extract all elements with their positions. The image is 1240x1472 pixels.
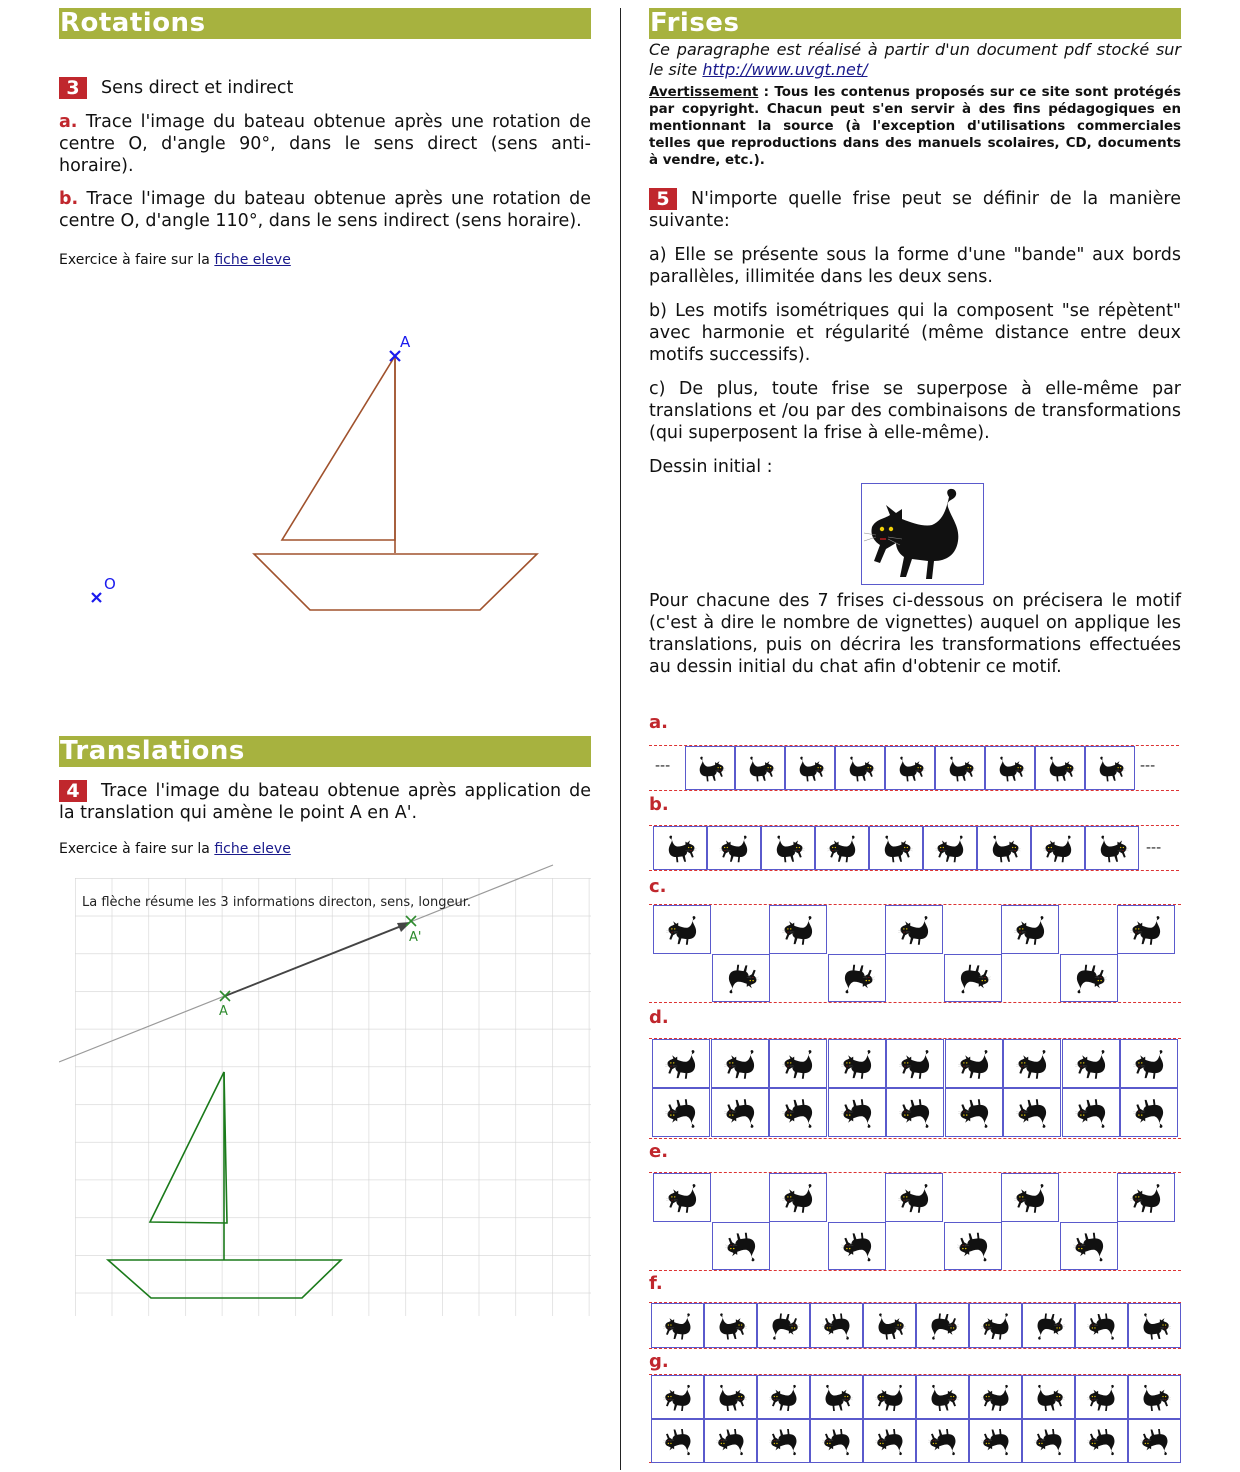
cat-tile <box>707 826 761 870</box>
cat-tile <box>863 1375 916 1419</box>
cat-tile <box>735 746 785 790</box>
cat-icon <box>1129 1376 1181 1419</box>
frieze-d-label: d. <box>649 1007 669 1028</box>
frieze-e-label: e. <box>649 1141 669 1162</box>
cat-icon <box>816 827 869 870</box>
frieze-f-label: f. <box>649 1273 663 1294</box>
cat-icon <box>1023 1376 1075 1419</box>
cat-tile <box>653 905 711 954</box>
cat-icon <box>713 1223 770 1270</box>
cat-icon <box>712 1040 769 1088</box>
intro-paragraph: Ce paragraphe est réalisé à partir d'un document pdf stocké sur le site http://www.uvgt.net/ <box>649 40 1181 79</box>
cat-tile <box>886 1088 944 1137</box>
cat-icon <box>970 1420 1022 1463</box>
friezes-area <box>649 712 1189 1472</box>
cat-icon <box>986 747 1035 790</box>
initial-drawing-label: Dessin initial : <box>649 457 773 477</box>
cat-tile <box>828 1039 886 1088</box>
cat-icon <box>887 1089 944 1137</box>
cat-icon <box>862 484 983 584</box>
point-A-label: A <box>400 333 411 351</box>
cat-tile <box>1001 1173 1059 1222</box>
cat-icon <box>917 1376 969 1419</box>
cat-icon <box>886 906 943 954</box>
cat-icon <box>924 827 977 870</box>
frieze-a-bottom-edge <box>649 790 1179 791</box>
cat-tile <box>1120 1039 1178 1088</box>
translations-section <box>59 736 591 858</box>
cat-tile <box>757 1303 810 1348</box>
cat-tile <box>653 826 707 870</box>
cat-tile <box>810 1375 863 1419</box>
frieze-a-ellipsis-left: --- <box>655 758 671 774</box>
cat-tile <box>769 1088 827 1137</box>
cat-tile <box>1022 1303 1075 1348</box>
frieze-a-ellipsis-right: --- <box>1140 758 1156 774</box>
cat-tile <box>769 1173 827 1222</box>
cat-tile <box>685 746 735 790</box>
cat-tile <box>828 1222 886 1270</box>
rotations-heading: Rotations <box>59 8 591 39</box>
cat-icon <box>1076 1420 1128 1463</box>
sailboat <box>254 356 537 610</box>
fiche-eleve-link-rotation[interactable]: fiche eleve <box>214 252 291 268</box>
cat-tile <box>863 1303 916 1348</box>
cat-icon <box>970 1304 1022 1348</box>
cat-icon <box>1023 1420 1075 1463</box>
cat-icon <box>770 906 827 954</box>
cat-icon <box>770 1040 827 1088</box>
cat-icon <box>770 1174 827 1222</box>
cat-tile <box>1075 1419 1128 1463</box>
frieze-e-bottom-edge <box>649 1270 1181 1271</box>
cat-tile <box>977 826 1031 870</box>
cat-icon <box>1129 1304 1181 1348</box>
frieze-point-a: a) Elle se présente sous la forme d'une "bande" aux bords parallèles, illimitée dans les deux sens. <box>649 245 1181 287</box>
cat-tile <box>704 1375 757 1419</box>
frieze-g-label: g. <box>649 1351 669 1372</box>
cat-icon <box>708 827 761 870</box>
frieze-c-bottom-edge <box>649 1002 1181 1003</box>
cat-icon <box>705 1376 757 1419</box>
cat-icon <box>811 1304 863 1348</box>
cat-tile <box>916 1303 969 1348</box>
frieze-d-bottom-edge <box>649 1138 1181 1139</box>
cat-icon <box>1076 1304 1128 1348</box>
cat-tile <box>944 1222 1002 1270</box>
cat-tile <box>652 1088 710 1137</box>
cat-tile <box>1062 1088 1120 1137</box>
frieze-c-label: c. <box>649 876 667 897</box>
cat-tile <box>757 1375 810 1419</box>
cat-icon <box>1118 1174 1175 1222</box>
cat-tile <box>945 1039 1003 1088</box>
frieze-b-label: b. <box>649 794 669 815</box>
copyright-warning: Avertissement : Tous les contenus proposés sur ce site sont protégés par copyright. Chacun peut s'en servir à des fins pédagogiques en mentionnant la source (à l'exception d'utilisations commerciales telles que reproductions dans des manuels scolaires, CD, documents à vendre, etc.). <box>649 85 1181 168</box>
frieze-b-bottom-edge <box>649 870 1179 871</box>
cat-icon <box>1121 1040 1178 1088</box>
cat-tile <box>916 1375 969 1419</box>
cat-icon <box>1076 1376 1128 1419</box>
cat-icon <box>1004 1040 1061 1088</box>
cat-icon <box>829 955 886 1002</box>
cat-tile <box>652 1039 710 1088</box>
cat-tile <box>761 826 815 870</box>
cat-icon <box>864 1420 916 1463</box>
cat-icon <box>970 1376 1022 1419</box>
point-A2-label: A' <box>409 930 422 945</box>
cat-icon <box>654 827 707 870</box>
cat-tile <box>1117 905 1175 954</box>
cat-icon <box>1036 747 1085 790</box>
cat-icon <box>1063 1089 1120 1137</box>
cat-icon <box>762 827 815 870</box>
cat-icon <box>1002 906 1059 954</box>
figure-caption: La flèche résume les 3 informations directon, sens, longeur. <box>82 895 472 910</box>
cat-tile <box>704 1303 757 1348</box>
cat-icon <box>978 827 1031 870</box>
cat-tile <box>828 954 886 1002</box>
cat-icon <box>811 1420 863 1463</box>
cat-icon <box>652 1304 704 1348</box>
cat-tile <box>869 826 923 870</box>
cat-icon <box>1063 1040 1120 1088</box>
exercise-4: 4 Trace l'image du bateau obtenue après application de la translation qui amène le point A en A'. <box>59 780 591 823</box>
frieze-point-b: b) Les motifs isométriques qui la composent "se répètent" avec harmonie et régularité (même distance entre deux motifs successifs). <box>649 301 1181 365</box>
translation-figure <box>59 862 594 1317</box>
cat-tile <box>1035 746 1085 790</box>
cat-icon <box>811 1376 863 1419</box>
cat-tile <box>969 1375 1022 1419</box>
cat-icon <box>652 1420 704 1463</box>
cat-icon <box>686 747 735 790</box>
cat-tile <box>651 1419 704 1463</box>
cat-tile <box>1128 1419 1181 1463</box>
frieze-point-c: c) De plus, toute frise se superpose à elle-même par translations et /ou par des combinaisons de transformations (qui superposent la frise à elle-même). <box>649 379 1181 443</box>
cat-icon <box>946 1089 1003 1137</box>
cat-tile <box>1062 1039 1120 1088</box>
cat-tile <box>1085 746 1135 790</box>
initial-cat-drawing <box>861 483 984 585</box>
cat-icon <box>758 1420 810 1463</box>
cat-icon <box>1118 906 1175 954</box>
cat-icon <box>886 747 935 790</box>
rotation-figure <box>59 325 599 625</box>
cat-tile <box>712 1222 770 1270</box>
cat-icon <box>786 747 835 790</box>
cat-icon <box>886 1174 943 1222</box>
cat-tile <box>1075 1375 1128 1419</box>
rotation-note: Exercice à faire sur la fiche eleve <box>59 252 291 268</box>
left-column <box>59 8 591 269</box>
cat-icon <box>705 1304 757 1348</box>
cat-icon <box>713 955 770 1002</box>
cat-tile <box>945 1088 1003 1137</box>
cat-tile <box>923 826 977 870</box>
right-column <box>649 8 1181 478</box>
translation-note: Exercice à faire sur la fiche eleve <box>59 841 291 857</box>
cat-tile <box>828 1088 886 1137</box>
cat-tile <box>985 746 1035 790</box>
point-O-label: O <box>104 575 116 593</box>
cat-tile <box>711 1039 769 1088</box>
cat-icon <box>864 1304 916 1348</box>
cat-icon <box>936 747 985 790</box>
cat-tile <box>863 1419 916 1463</box>
cat-icon <box>1002 1174 1059 1222</box>
cat-tile <box>1001 905 1059 954</box>
cat-icon <box>887 1040 944 1088</box>
cat-icon <box>758 1376 810 1419</box>
cat-tile <box>769 905 827 954</box>
cat-tile <box>1060 954 1118 1002</box>
cat-tile <box>1085 826 1139 870</box>
cat-icon <box>864 1376 916 1419</box>
grid-background <box>75 878 591 1316</box>
cat-icon <box>1121 1089 1178 1137</box>
cat-tile <box>1128 1303 1181 1348</box>
exercise-number-3: 3 <box>59 77 87 99</box>
cat-tile <box>810 1303 863 1348</box>
cat-tile <box>757 1419 810 1463</box>
cat-icon <box>1129 1420 1181 1463</box>
exercise-3-title: 3 Sens direct et indirect <box>59 77 591 99</box>
cat-icon <box>1004 1089 1061 1137</box>
cat-tile <box>651 1375 704 1419</box>
cat-icon <box>770 1089 827 1137</box>
exercise-5-intro: 5 N'importe quelle frise peut se définir de la manière suivante: <box>649 188 1181 231</box>
frieze-f-bottom-edge <box>649 1348 1181 1349</box>
cat-tile <box>885 905 943 954</box>
cat-tile <box>935 746 985 790</box>
cat-icon <box>712 1089 769 1137</box>
frieze-b-ellipsis-right: --- <box>1146 840 1162 856</box>
cat-tile <box>885 1173 943 1222</box>
cat-icon <box>836 747 885 790</box>
exercise-3b: b. Trace l'image du bateau obtenue après une rotation de centre O, d'angle 110°, dans le sens indirect (sens horaire). <box>59 189 591 231</box>
cat-icon <box>870 827 923 870</box>
uvgt-link[interactable]: http://www.uvgt.net/ <box>702 60 868 79</box>
cat-icon <box>1061 1223 1118 1270</box>
cat-tile <box>810 1419 863 1463</box>
cat-tile <box>1060 1222 1118 1270</box>
cat-icon <box>758 1304 810 1348</box>
cat-tile <box>1117 1173 1175 1222</box>
cat-tile <box>916 1419 969 1463</box>
cat-tile <box>1003 1088 1061 1137</box>
cat-icon <box>652 1376 704 1419</box>
cat-tile <box>944 954 1002 1002</box>
cat-tile <box>969 1419 1022 1463</box>
cat-icon <box>1086 747 1135 790</box>
cat-icon <box>654 906 711 954</box>
cat-tile <box>712 954 770 1002</box>
cat-tile <box>785 746 835 790</box>
column-divider <box>620 8 621 1470</box>
cat-icon <box>917 1420 969 1463</box>
exercise-number-5: 5 <box>649 188 677 210</box>
cat-icon <box>829 1040 886 1088</box>
cat-tile <box>704 1419 757 1463</box>
cat-tile <box>1022 1419 1075 1463</box>
frieze-question: Pour chacune des 7 frises ci-dessous on précisera le motif (c'est à dire le nombre de vignettes) auquel on applique les translations, puis on décrira les transformations effectuées au dessin initial du chat afin d'obtenir ce motif. <box>649 591 1181 677</box>
cat-tile <box>1120 1088 1178 1137</box>
cat-icon <box>829 1089 886 1137</box>
cat-icon <box>736 747 785 790</box>
cat-tile <box>1022 1375 1075 1419</box>
exercise-number-4: 4 <box>59 780 87 802</box>
cat-icon <box>917 1304 969 1348</box>
translations-heading: Translations <box>59 736 591 767</box>
cat-tile <box>1031 826 1085 870</box>
cat-icon <box>1061 955 1118 1002</box>
frises-heading: Frises <box>649 8 1181 39</box>
cat-icon <box>946 1040 1003 1088</box>
cat-icon <box>1023 1304 1075 1348</box>
cat-icon <box>945 955 1002 1002</box>
cat-tile <box>1128 1375 1181 1419</box>
exercise-3a: a. Trace l'image du bateau obtenue après une rotation de centre O, d'angle 90°, dans le sens direct (sens anti-horaire). <box>59 112 591 176</box>
cat-tile <box>835 746 885 790</box>
cat-icon <box>829 1223 886 1270</box>
cat-tile <box>769 1039 827 1088</box>
cat-tile <box>815 826 869 870</box>
cat-icon <box>653 1089 710 1137</box>
cat-icon <box>705 1420 757 1463</box>
cat-icon <box>945 1223 1002 1270</box>
frieze-a-label: a. <box>649 712 668 733</box>
cat-icon <box>653 1040 710 1088</box>
cat-tile <box>969 1303 1022 1348</box>
cat-tile <box>1003 1039 1061 1088</box>
cat-icon <box>1086 827 1139 870</box>
cat-icon <box>654 1174 711 1222</box>
point-A-label-translation: A <box>219 1004 228 1019</box>
point-O-marker <box>92 593 101 602</box>
cat-tile <box>885 746 935 790</box>
cat-icon <box>1032 827 1085 870</box>
cat-tile <box>1075 1303 1128 1348</box>
cat-tile <box>886 1039 944 1088</box>
fiche-eleve-link-translation[interactable]: fiche eleve <box>214 841 291 857</box>
cat-tile <box>653 1173 711 1222</box>
cat-tile <box>711 1088 769 1137</box>
cat-tile <box>651 1303 704 1348</box>
